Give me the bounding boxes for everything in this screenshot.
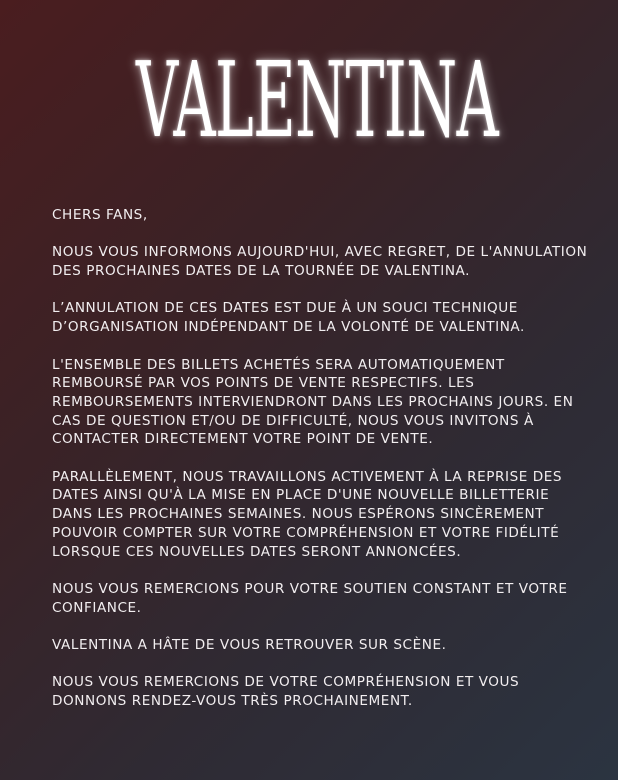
greeting-paragraph: CHERS FANS, xyxy=(52,207,148,223)
thanks-support-paragraph: NOUS VOUS REMERCIONS POUR VOTRE SOUTIEN CONSTANT ET VOTRE CONFIANCE. xyxy=(52,580,568,616)
refund-paragraph: L'ENSEMBLE DES BILLETS ACHETÉS SERA AUTOMATIQUEMENT REMBOURSÉ PAR VOS POINTS DE VENTE RESPECTIFS. LES REMBOURSEMENTS INTERVIENDRONT DANS LES PROCHAINS JOURS. EN CAS DE QUESTION ET/OU DE DIFFICULTÉ, NOUS VOUS INVITONS À CONTACTER DIRECTEMENT VOTRE POINT DE VENTE. xyxy=(52,356,574,448)
announcement-letter xyxy=(52,206,592,711)
rescheduling-paragraph: PARALLÈLEMENT, NOUS TRAVAILLONS ACTIVEMENT À LA REPRISE DES DATES AINSI QU'À LA MISE EN PLACE D'UNE NOUVELLE BILLETTERIE DANS LES PROCHAINES SEMAINES. NOUS ESPÉRONS SINCÈREMENT POUVOIR COMPTER SUR VOTRE COMPRÉHENSION ET VOTRE FIDÉLITÉ LORSQUE CES NOUVELLES DATES SERONT ANNONCÉES. xyxy=(52,468,563,560)
artist-title: VALENTINA xyxy=(135,39,499,161)
closing-paragraph: NOUS VOUS REMERCIONS DE VOTRE COMPRÉHENSION ET VOUS DONNONS RENDEZ-VOUS TRÈS PROCHAINEMENT. xyxy=(52,674,520,710)
see-you-paragraph: VALENTINA A HÂTE DE VOUS RETROUVER SUR SCÈNE. xyxy=(52,637,447,654)
reason-paragraph: L’ANNULATION DE CES DATES EST DUE À UN SOUCI TECHNIQUE D’ORGANISATION INDÉPENDANT DE LA VOLONTÉ DE VALENTINA. xyxy=(52,300,525,336)
cancellation-paragraph: NOUS VOUS INFORMONS AUJOURD'HUI, AVEC REGRET, DE L'ANNULATION DES PROCHAINES DATES DE LA TOURNÉE DE VALENTINA. xyxy=(52,244,588,280)
